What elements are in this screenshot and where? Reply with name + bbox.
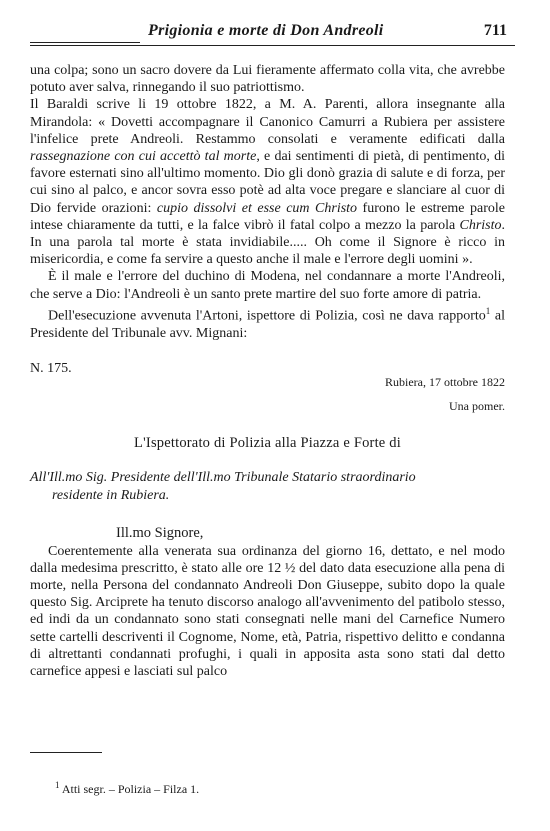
letter-number: N. 175. [30,360,72,376]
letter-place-date: Rubiera, 17 ottobre 1822 [385,374,505,389]
letter-body: Coerentemente alla venerata sua ordinanza del giorno 16, dettato, e nel modo dalla medesima prescritto, è stato alle ore 12 ½ del dato data esecuzione alla pena di morte, nella Persona del condannato Andreoli Don Giuseppe, subito dopo la quale questo Sig. Arciprete ha tenuto discorso analogo all'avvenimento del patibolo stesso, ed indi da un condannato sono stati consegnati nelle mani del Carnefice Numero sette cartelli descriventi il Cognome, Nome, età, Patria, rispettivo delitto e condanna di altrettanti condannati profughi, i quali in apposita asta sono stati dal detto carnefice appesi e lasciati sul palco [30,543,505,679]
letter-time: Una pomer. [449,398,505,413]
footnote-reference: 1 [485,305,491,316]
paragraph-4-part-a: Dell'esecuzione avvenuta l'Artoni, ispettore di Polizia, così ne dava rapporto [48,308,486,324]
letter-meta [30,360,505,389]
paragraph-2 [30,96,505,268]
footnote-text: Atti segr. – Polizia – Filza 1. [61,782,200,796]
paragraph-2-part-a: Il Baraldi scrive li 19 ottobre 1822, a M. A. Parenti, allora insegnante alla Mirandola: « Dovetti accompagnare il Canonico Camurri a Rubiera per assistere l'infelice prete Andreoli. Restammo consolati e veramente edificati dalla [30,97,505,147]
page-header [30,18,515,50]
paragraph-2-part-g: . In una parola tal morte è stata invidiabile..... Oh come il Signore è ricco in misericordia, e come fa servire a questo anche il male e l'errore degli uomini ». [30,217,505,268]
addressee-line-2: residente in Rubiera. [52,488,170,504]
page-number: 711 [483,22,507,39]
paragraph-3: È il male e l'errore del duchino di Modena, nel condannare a morte l'Andreoli, che serve a Dio: l'Andreoli è un santo prete martire del suo forte amore di patria. [30,269,505,302]
paragraph-2-part-c: , e dai sentimenti di pietà, di pentimento, di favore esternati sino all'ultimo momento. Dio gli donò grazia di salute e di forza, per cui sino al palco, e ancor sovra esso potè ad alta voce pregare e slanciare al cuor di Dio fervide orazioni: [30,149,505,216]
footnote [55,780,199,797]
body-text [30,62,505,680]
running-title: Prigionia e morte di Don Andreoli [148,22,384,39]
paragraph-1: una colpa; sono un sacro dovere da Lui fieramente affermato colla vita, che avrebbe potuto aver salva, rinnegando il suo patriottismo. [30,63,505,96]
addressee [30,469,505,505]
header-rule-left [30,42,140,43]
header-rule [30,45,515,46]
paragraph-4-part-b: al Presidente del Tribunale avv. Mignani: [30,308,505,341]
salutation: Ill.mo Signore, [116,525,204,542]
paragraph-2-part-e: furono le estreme parole intese chiaramente da tutti, e la falce vibrò il fatal colpo a mezzo la parola [30,200,505,233]
footnote-rule [30,752,102,753]
footnote-marker: 1 [55,780,60,790]
paragraph-2-italic-christo: Christo [459,217,502,233]
addressee-line-1: All'Ill.mo Sig. Presidente dell'Ill.mo Tribunale Statario straordinario [30,470,416,486]
office-heading: L'Ispettorato di Polizia alla Piazza e Forte di [134,435,401,452]
paragraph-2-italic-rassegnazione: rassegnazione con cui accettò tal morte [30,149,257,165]
paragraph-2-italic-latin: cupio dissolvi et esse cum Christo [156,200,358,216]
paragraph-4 [30,303,505,342]
